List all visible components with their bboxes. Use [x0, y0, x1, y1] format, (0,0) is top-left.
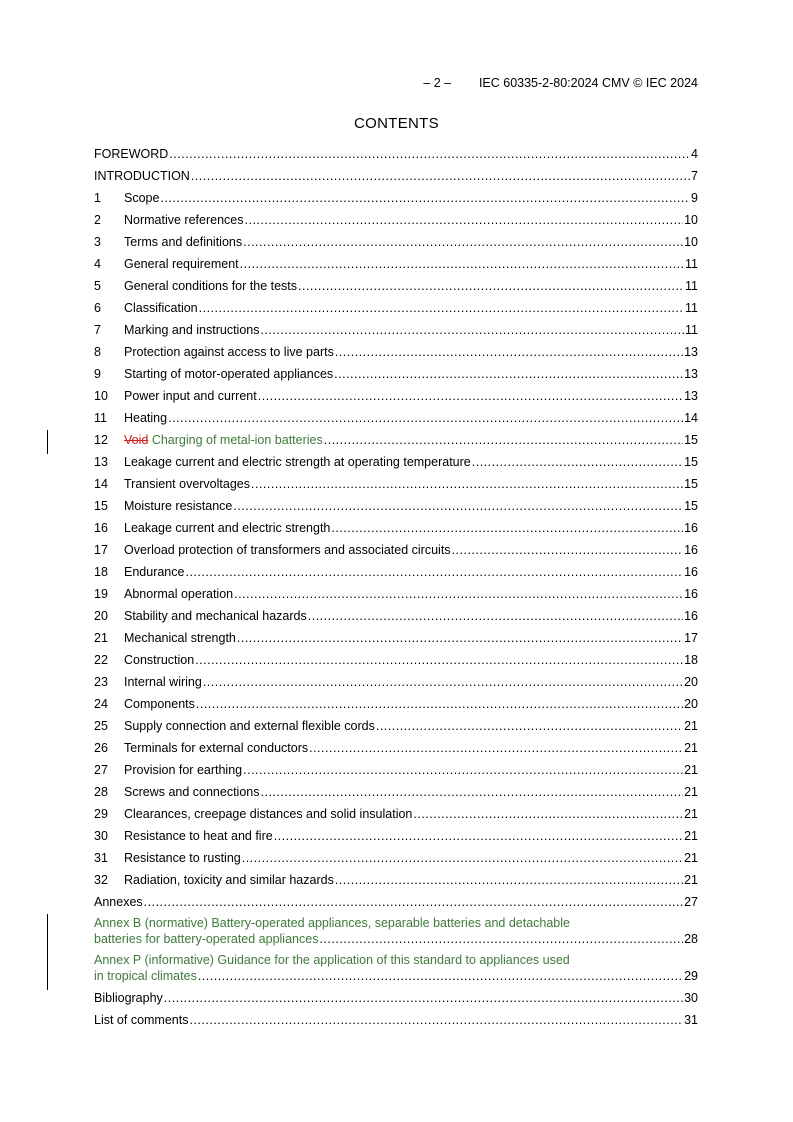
dot-leader: [168, 409, 683, 427]
toc-entry-clause-24[interactable]: [94, 695, 698, 717]
clause-number: 1: [94, 191, 101, 205]
toc-entry-page: 10: [684, 235, 698, 249]
dot-leader: [243, 761, 683, 779]
toc-entry-clause-11[interactable]: [94, 409, 698, 431]
clause-number: 11: [94, 411, 107, 425]
toc-entry-page: 21: [684, 741, 698, 755]
dot-leader: [237, 629, 683, 647]
clause-title: Leakage current and electric strength at operating temperature: [124, 455, 471, 469]
dot-leader: [234, 585, 683, 603]
page-header: [94, 76, 698, 90]
toc-entry-page: 17: [684, 631, 698, 645]
toc-entry-page: 18: [684, 653, 698, 667]
toc-entry-page: 20: [684, 675, 698, 689]
dot-leader: [335, 871, 683, 889]
toc-entry-annex-b[interactable]: [94, 915, 698, 952]
clause-title: Internal wiring: [124, 675, 202, 689]
toc-entry-label-line2: batteries for battery-operated appliances: [94, 932, 319, 946]
toc-entry-page: 14: [684, 411, 698, 425]
toc-entry-clause-21[interactable]: [94, 629, 698, 651]
dot-leader: [191, 167, 690, 185]
toc-entry-introduction[interactable]: [94, 167, 698, 189]
dot-leader: [203, 673, 683, 691]
clause-number: 32: [94, 873, 108, 887]
toc-entry-clause-27[interactable]: [94, 761, 698, 783]
toc-entry-page: 13: [684, 367, 698, 381]
change-bar-clause-12: [47, 430, 48, 454]
clause-number: 20: [94, 609, 108, 623]
toc-entry-page: 10: [684, 213, 698, 227]
dot-leader: [472, 453, 683, 471]
dot-leader: [413, 805, 683, 823]
toc-entry-clause-14[interactable]: [94, 475, 698, 497]
clause-title: Protection against access to live parts: [124, 345, 334, 359]
toc-entry-annex-p[interactable]: [94, 952, 698, 989]
toc-entry-page: 11: [685, 257, 698, 271]
clause-number: 2: [94, 213, 101, 227]
toc-entry-clause-4[interactable]: [94, 255, 698, 277]
inserted-text: Charging of metal-ion batteries: [151, 433, 323, 447]
clause-title: Endurance: [124, 565, 185, 579]
toc-entry-bibliography[interactable]: [94, 989, 698, 1011]
dot-leader: [274, 827, 683, 845]
toc-entry-clause-9[interactable]: [94, 365, 698, 387]
toc-entry-clause-16[interactable]: [94, 519, 698, 541]
clause-number: 21: [94, 631, 108, 645]
toc-entry-clause-26[interactable]: [94, 739, 698, 761]
dot-leader: [144, 893, 683, 911]
toc-entry-clause-23[interactable]: [94, 673, 698, 695]
clause-title: Transient overvoltages: [124, 477, 250, 491]
toc-entry-label-line2: in tropical climates: [94, 969, 197, 983]
clause-number: 5: [94, 279, 101, 293]
dot-leader: [331, 519, 683, 537]
toc-entry-clause-30[interactable]: [94, 827, 698, 849]
dot-leader: [298, 277, 684, 295]
clause-number: 12: [94, 433, 108, 447]
clause-title: General requirement: [124, 257, 239, 271]
dot-leader: [185, 563, 683, 581]
toc-entry-page: 21: [684, 851, 698, 865]
clause-title: Terms and definitions: [124, 235, 243, 249]
clause-number: 27: [94, 763, 108, 777]
clause-number: 3: [94, 235, 101, 249]
toc-entry-label: INTRODUCTION: [94, 169, 190, 183]
toc-entry-page: 16: [684, 587, 698, 601]
clause-number: 4: [94, 257, 101, 271]
clause-number: 9: [94, 367, 101, 381]
toc-entry-page: 21: [684, 807, 698, 821]
clause-number: 23: [94, 675, 108, 689]
toc-entry-label-line1: Annex B (normative) Battery-operated appliances, separable batteries and detachable: [94, 916, 570, 930]
dot-leader: [335, 343, 683, 361]
toc-entry-page: 9: [691, 191, 698, 205]
clause-number: 29: [94, 807, 108, 821]
clause-title: Mechanical strength: [124, 631, 236, 645]
dot-leader: [242, 849, 683, 867]
toc-entry-annexes[interactable]: [94, 893, 698, 915]
toc-entry-clause-1[interactable]: [94, 189, 698, 211]
toc-entry-clause-19[interactable]: [94, 585, 698, 607]
toc-entry-page: 15: [684, 477, 698, 491]
clause-title: Radiation, toxicity and similar hazards: [124, 873, 334, 887]
toc-entry-page: 11: [685, 301, 698, 315]
clause-title: Stability and mechanical hazards: [124, 609, 307, 623]
toc-entry-clause-3[interactable]: [94, 233, 698, 255]
toc-entry-clause-20[interactable]: [94, 607, 698, 629]
toc-entry-page: 4: [691, 147, 698, 161]
clause-number: 31: [94, 851, 108, 865]
toc-entry-clause-5[interactable]: [94, 277, 698, 299]
dot-leader: [334, 365, 683, 383]
clause-title: Starting of motor-operated appliances: [124, 367, 334, 381]
dot-leader: [164, 989, 683, 1007]
clause-number: 28: [94, 785, 108, 799]
dot-leader: [198, 968, 683, 984]
toc-entry-clause-28[interactable]: [94, 783, 698, 805]
toc-entry-clause-13[interactable]: [94, 453, 698, 475]
clause-title: Classification: [124, 301, 198, 315]
clause-title: Clearances, creepage distances and solid insulation: [124, 807, 413, 821]
toc-entry-foreword[interactable]: [94, 145, 698, 167]
toc-entry-page: 15: [684, 433, 698, 447]
toc-entry-clause-6[interactable]: [94, 299, 698, 321]
toc-entry-page: 15: [684, 499, 698, 513]
toc-entry-clause-29[interactable]: [94, 805, 698, 827]
toc-entry-list-of-comments[interactable]: [94, 1011, 698, 1033]
toc-entry-page: 31: [684, 1013, 698, 1027]
dot-leader: [261, 783, 684, 801]
dot-leader: [195, 651, 683, 669]
change-bar-annexes: [47, 914, 48, 990]
dot-leader: [245, 211, 684, 229]
clause-number: 16: [94, 521, 108, 535]
clause-number: 25: [94, 719, 108, 733]
toc-entry-clause-12[interactable]: [94, 431, 698, 453]
toc-entry-page: 15: [684, 455, 698, 469]
dot-leader: [376, 717, 683, 735]
toc-entry-clause-2[interactable]: [94, 211, 698, 233]
dot-leader: [189, 1011, 683, 1029]
toc-entry-page: 21: [684, 829, 698, 843]
clause-number: 13: [94, 455, 108, 469]
clause-number: 17: [94, 543, 108, 557]
clause-title: General conditions for the tests: [124, 279, 298, 293]
clause-title: Abnormal operation: [124, 587, 234, 601]
dot-leader: [308, 607, 683, 625]
dot-leader: [324, 431, 683, 449]
toc-entry-clause-22[interactable]: [94, 651, 698, 673]
clause-number: 7: [94, 323, 101, 337]
toc-entry-page: 30: [684, 991, 698, 1005]
clause-title: Construction: [124, 653, 195, 667]
clause-number: 22: [94, 653, 108, 667]
toc-entry-clause-18[interactable]: [94, 563, 698, 585]
toc-entry-page: 16: [684, 543, 698, 557]
toc-entry-clause-32[interactable]: [94, 871, 698, 893]
toc-entry-label: FOREWORD: [94, 147, 169, 161]
clause-title: Screws and connections: [124, 785, 260, 799]
clause-title: Terminals for external conductors: [124, 741, 309, 755]
dot-leader: [243, 233, 683, 251]
clause-number: 10: [94, 389, 108, 403]
toc-entry-page: 7: [691, 169, 698, 183]
clause-number: 26: [94, 741, 108, 755]
clause-number: 18: [94, 565, 108, 579]
clause-number: 30: [94, 829, 108, 843]
clause-title: Components: [124, 697, 195, 711]
toc-entry-page: 13: [684, 389, 698, 403]
clause-title: Moisture resistance: [124, 499, 233, 513]
clause-number: 19: [94, 587, 108, 601]
dot-leader: [260, 321, 684, 339]
toc-entry-page: 21: [684, 873, 698, 887]
dot-leader: [319, 931, 683, 947]
clause-number: 6: [94, 301, 101, 315]
clause-title: Leakage current and electric strength: [124, 521, 331, 535]
dot-leader: [199, 299, 684, 317]
toc-entry-page: 21: [684, 763, 698, 777]
toc-entry-page: 11: [685, 279, 698, 293]
clause-title: Overload protection of transformers and associated circuits: [124, 543, 451, 557]
clause-title: Scope: [124, 191, 160, 205]
toc-entry-label: List of comments: [94, 1013, 189, 1027]
clause-title: Resistance to heat and fire: [124, 829, 273, 843]
toc-entry-page: 16: [684, 565, 698, 579]
toc-entry-page: 11: [685, 323, 698, 337]
toc-entry-page: 20: [684, 697, 698, 711]
clause-title: Resistance to rusting: [124, 851, 241, 865]
clause-number: 24: [94, 697, 108, 711]
clause-number: 15: [94, 499, 108, 513]
toc-entry-page: 21: [684, 785, 698, 799]
toc-entry-page: 21: [684, 719, 698, 733]
clause-title: Marking and instructions: [124, 323, 260, 337]
clause-title: Power input and current: [124, 389, 257, 403]
clause-title: Provision for earthing: [124, 763, 243, 777]
dot-leader: [251, 475, 683, 493]
toc-entry-clause-10[interactable]: [94, 387, 698, 409]
toc-entry-page: 28: [684, 932, 698, 946]
clause-number: 14: [94, 477, 108, 491]
dot-leader: [233, 497, 683, 515]
standard-reference: IEC 60335-2-80:2024 CMV © IEC 2024: [478, 76, 698, 90]
toc-entry-clause-17[interactable]: [94, 541, 698, 563]
toc-entry-page: 29: [684, 969, 698, 983]
dot-leader: [309, 739, 683, 757]
page-number-marker: – 2 –: [423, 76, 452, 90]
table-of-contents: [94, 145, 698, 1033]
toc-entry-clause-31[interactable]: [94, 849, 698, 871]
toc-entry-clause-8[interactable]: [94, 343, 698, 365]
clause-title: Supply connection and external flexible cords: [124, 719, 375, 733]
dot-leader: [196, 695, 683, 713]
toc-entry-page: 27: [684, 895, 698, 909]
toc-entry-page: 16: [684, 521, 698, 535]
toc-entry-page: 16: [684, 609, 698, 623]
clause-title: Heating: [124, 411, 168, 425]
toc-entry-label: Annexes: [94, 895, 143, 909]
dot-leader: [169, 145, 690, 163]
contents-title: CONTENTS: [354, 115, 439, 132]
toc-entry-clause-25[interactable]: [94, 717, 698, 739]
dot-leader: [258, 387, 683, 405]
clause-list: [94, 189, 698, 893]
toc-entry-clause-15[interactable]: [94, 497, 698, 519]
toc-entry-page: 13: [684, 345, 698, 359]
dot-leader: [452, 541, 684, 559]
toc-entry-label-line1: Annex P (informative) Guidance for the application of this standard to appliances used: [94, 953, 570, 967]
clause-title: Normative references: [124, 213, 244, 227]
deleted-text: Void: [124, 433, 149, 447]
clause-number: 8: [94, 345, 101, 359]
dot-leader: [160, 189, 690, 207]
dot-leader: [240, 255, 684, 273]
toc-entry-label: Bibliography: [94, 991, 163, 1005]
clause-title: [124, 431, 323, 449]
toc-entry-clause-7[interactable]: [94, 321, 698, 343]
